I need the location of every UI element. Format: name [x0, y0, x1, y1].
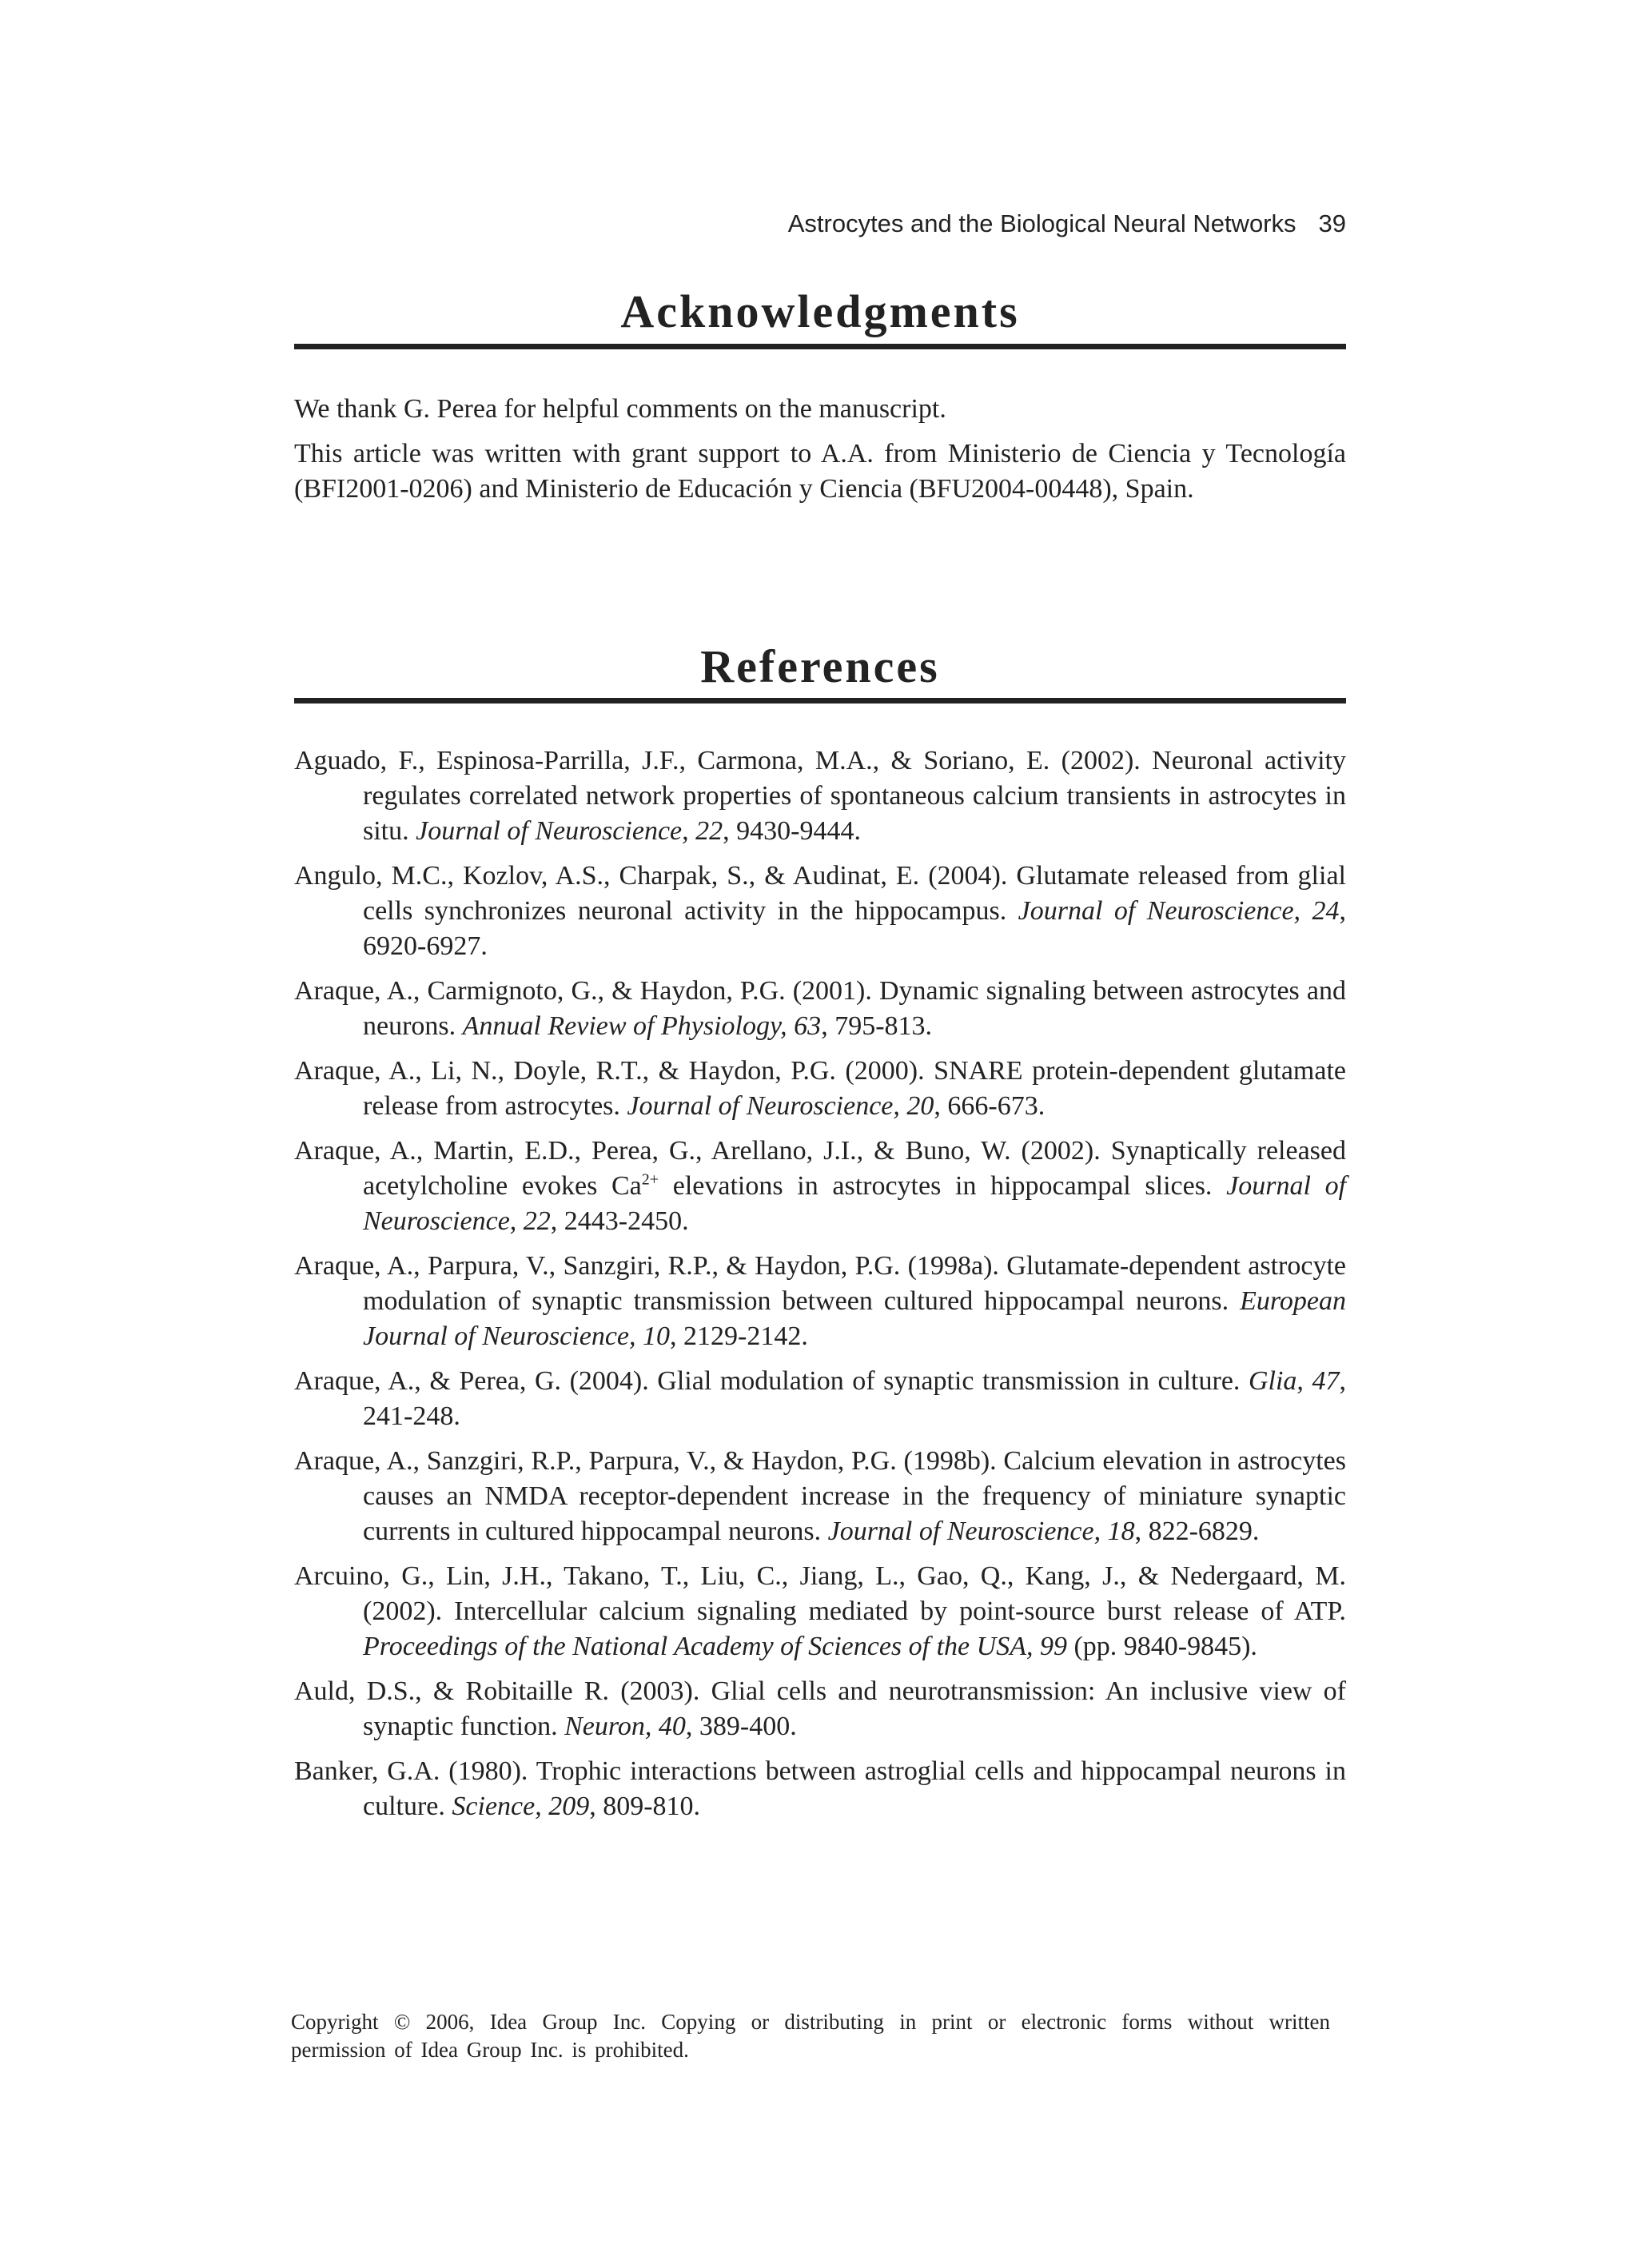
reference-item [294, 1444, 1346, 1549]
running-header [294, 209, 1346, 238]
reference-text: Araque, A., Parpura, V., Sanzgiri, R.P., & Haydon, P.G. (1998a). Glutamate-dependent astrocyte modulation of synaptic transmission between cultured hippocampal neurons. [294, 1251, 1346, 1316]
reference-text: Araque, A., Li, N., Doyle, R.T., & Haydon, P.G. (2000). SNARE protein-dependent glutamate release from astrocytes. [294, 1056, 1346, 1121]
reference-text-continued: elevations in astrocytes in hippocampal slices. [659, 1171, 1227, 1201]
reference-item [294, 1249, 1346, 1354]
acknowledgments-rule [294, 344, 1346, 349]
reference-item [294, 1364, 1346, 1434]
reference-journal: Proceedings of the National Academy of Sciences of the USA, 99 [363, 1632, 1067, 1661]
reference-text: Araque, A., Sanzgiri, R.P., Parpura, V., & Haydon, P.G. (1998b). Calcium elevation in astrocytes causes an NMDA receptor-dependent increase in the frequency of miniature synaptic currents in cultured hippocampal neurons. [294, 1446, 1346, 1546]
reference-item [294, 974, 1346, 1044]
reference-text: Araque, A., Martin, E.D., Perea, G., Arellano, J.I., & Buno, W. (2002). Synaptically released acetylcholine evokes Ca [294, 1136, 1346, 1201]
references-rule [294, 698, 1346, 704]
copyright-notice: Copyright © 2006, Idea Group Inc. Copying or distributing in print or electronic forms without written permission of Idea Group Inc. is prohibited. [291, 2010, 1330, 2062]
reference-pages: , 2129-2142. [670, 1321, 808, 1351]
reference-journal: Journal of Neuroscience, 22 [363, 1171, 1347, 1236]
reference-journal: Science, 209 [452, 1792, 590, 1821]
reference-pages: , 809-810. [589, 1792, 701, 1821]
reference-pages: (pp. 9840-9845). [1066, 1632, 1257, 1661]
references-heading: References [700, 640, 940, 692]
reference-text: Angulo, M.C., Kozlov, A.S., Charpak, S., & Audinat, E. (2004). Glutamate released from glial cells synchronizes neuronal activity in the hippocampus. [294, 861, 1346, 926]
reference-item [294, 1559, 1346, 1664]
reference-pages: , 666-673. [934, 1091, 1046, 1121]
reference-journal: Journal of Neuroscience, 20 [627, 1091, 934, 1121]
acknowledgments-paragraph-2: This article was written with grant support to A.A. from Ministerio de Ciencia y Tecnología (BFI2001-0206) and Ministerio de Educación y Ciencia (BFU2004-00448), Spain. [294, 439, 1346, 504]
acknowledgments-body [294, 392, 1346, 516]
reference-pages: , 795-813. [821, 1011, 933, 1041]
reference-item [294, 859, 1346, 964]
reference-pages: , 2443-2450. [550, 1206, 689, 1236]
reference-pages: , 389-400. [685, 1712, 797, 1741]
reference-pages: , 6920-6927. [363, 896, 1346, 961]
references-list [294, 743, 1346, 1834]
reference-superscript: 2+ [641, 1170, 659, 1189]
acknowledgments-heading: Acknowledgments [620, 285, 1020, 337]
reference-pages: , 822-6829. [1134, 1517, 1260, 1546]
reference-item [294, 743, 1346, 849]
reference-journal: Journal of Neuroscience, 22 [416, 816, 723, 846]
running-header-title: Astrocytes and the Biological Neural Networks [787, 209, 1296, 237]
acknowledgments-paragraph-1: We thank G. Perea for helpful comments on the manuscript. [294, 394, 946, 424]
reference-journal: Journal of Neuroscience, 24 [1018, 896, 1340, 926]
reference-text: Araque, A., Carmignoto, G., & Haydon, P.G. (2001). Dynamic signaling between astrocytes and neurons. [294, 976, 1346, 1041]
reference-item [294, 1754, 1346, 1824]
reference-item [294, 1054, 1346, 1124]
reference-journal: Neuron, 40 [564, 1712, 686, 1741]
reference-pages: , 241-248. [363, 1366, 1346, 1431]
reference-item [294, 1134, 1346, 1239]
page-number: 39 [1318, 209, 1346, 237]
reference-text: Auld, D.S., & Robitaille R. (2003). Glial cells and neurotransmission: An inclusive view of synaptic function. [294, 1676, 1346, 1741]
reference-item [294, 1674, 1346, 1744]
reference-text: Aguado, F., Espinosa-Parrilla, J.F., Carmona, M.A., & Soriano, E. (2002). Neuronal activity regulates correlated network properties of spontaneous calcium transients in astrocytes in situ. [294, 746, 1346, 846]
reference-text: Arcuino, G., Lin, J.H., Takano, T., Liu, C., Jiang, L., Gao, Q., Kang, J., & Nedergaard, M. (2002). Intercellular calcium signaling mediated by point-source burst release of ATP. [294, 1561, 1346, 1626]
reference-journal: Glia, 47 [1248, 1366, 1340, 1396]
reference-journal: Journal of Neuroscience, 18 [827, 1517, 1135, 1546]
reference-text: Banker, G.A. (1980). Trophic interactions between astroglial cells and hippocampal neurons in culture. [294, 1756, 1346, 1821]
reference-pages: , 9430-9444. [723, 816, 861, 846]
reference-journal: European Journal of Neuroscience, 10 [363, 1286, 1346, 1351]
reference-text: Araque, A., & Perea, G. (2004). Glial modulation of synaptic transmission in culture. [294, 1366, 1249, 1396]
reference-journal: Annual Review of Physiology, 63 [462, 1011, 822, 1041]
